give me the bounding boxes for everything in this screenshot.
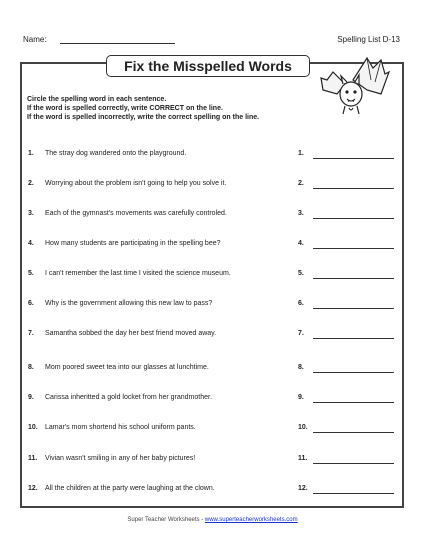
answer-line[interactable] <box>313 463 394 464</box>
sentence-text: How many students are participating in the spelling bee? <box>45 240 221 247</box>
sentence-number: 3. <box>28 210 34 217</box>
footer-link[interactable]: www.superteacherworksheets.com <box>204 517 298 523</box>
sentence-row <box>0 210 425 224</box>
bat-illustration-icon <box>315 50 391 126</box>
answer-number: 4. <box>298 240 304 247</box>
answer-line[interactable] <box>313 158 394 159</box>
answer-line[interactable] <box>313 402 394 403</box>
answer-number: 12. <box>298 485 308 492</box>
sentence-number: 8. <box>28 364 34 371</box>
answer-number: 8. <box>298 364 304 371</box>
answer-line[interactable] <box>313 308 394 309</box>
worksheet-title-text: Fix the Misspelled Words <box>124 58 292 74</box>
sentence-number: 11. <box>28 455 38 462</box>
sentence-number: 6. <box>28 300 34 307</box>
sentence-number: 1. <box>28 150 34 157</box>
sentence-number: 5. <box>28 270 34 277</box>
sentence-text: Each of the gymnast's movements was carefully controled. <box>45 210 227 217</box>
worksheet-title <box>106 55 310 77</box>
instruction-line: If the word is spelled incorrectly, write the correct spelling on the line. <box>27 114 260 121</box>
name-line <box>60 43 175 44</box>
sentence-text: Carissa inheritted a gold locket from her grandmother. <box>45 394 212 401</box>
sentence-number: 10. <box>28 424 38 431</box>
footer <box>0 517 425 523</box>
sentence-text: All the children at the party were laughing at the clown. <box>45 485 215 492</box>
sentence-row <box>0 364 425 378</box>
answer-number: 2. <box>298 180 304 187</box>
sentence-number: 9. <box>28 394 34 401</box>
sentence-text: Why is the government allowing this new law to pass? <box>45 300 213 307</box>
sentence-row <box>0 300 425 314</box>
sentence-text: Samantha sobbed the day her best friend moved away. <box>45 330 217 337</box>
name-label: Name: <box>23 35 47 44</box>
worksheet-header <box>0 0 425 50</box>
answer-line[interactable] <box>313 278 394 279</box>
answer-number: 7. <box>298 330 304 337</box>
sentence-number: 7. <box>28 330 34 337</box>
answer-number: 6. <box>298 300 304 307</box>
sentence-number: 2. <box>28 180 34 187</box>
sentence-text: Worrying about the problem isn't going to help you solve it. <box>45 180 227 187</box>
sentence-row <box>0 240 425 254</box>
sentence-text: Vivian wasn't smiling in any of her baby pictures! <box>45 455 196 462</box>
sentence-row <box>0 150 425 164</box>
answer-line[interactable] <box>313 218 394 219</box>
sentence-row <box>0 394 425 408</box>
sentence-row <box>0 424 425 438</box>
sentence-text: I can't remember the last time I visited the science museum. <box>45 270 231 277</box>
sentence-row <box>0 485 425 499</box>
instruction-line: Circle the spelling word in each sentence. <box>27 96 167 103</box>
sentence-number: 4. <box>28 240 34 247</box>
answer-line[interactable] <box>313 432 394 433</box>
sentence-row <box>0 270 425 284</box>
sentence-text: The stray dog wandered onto the playground. <box>45 150 187 157</box>
sentence-row <box>0 180 425 194</box>
answer-line[interactable] <box>313 493 394 494</box>
answer-number: 1. <box>298 150 304 157</box>
answer-line[interactable] <box>313 248 394 249</box>
sentence-text: Lamar's mom shortend his school uniform pants. <box>45 424 196 431</box>
spelling-list-label: Spelling List D-13 <box>337 35 400 44</box>
sentence-number: 12. <box>28 485 38 492</box>
answer-number: 9. <box>298 394 304 401</box>
answer-number: 10. <box>298 424 308 431</box>
footer-separator: - <box>201 517 204 523</box>
answer-line[interactable] <box>313 188 394 189</box>
sentence-text: Mom poored sweet tea into our glasses at lunchtime. <box>45 364 209 371</box>
sentence-row <box>0 455 425 469</box>
instructions <box>27 95 259 122</box>
answer-number: 11. <box>298 455 308 462</box>
answer-number: 5. <box>298 270 304 277</box>
worksheet-frame <box>20 62 404 508</box>
footer-brand: Super Teacher Worksheets <box>127 517 200 523</box>
answer-number: 3. <box>298 210 304 217</box>
sentence-row <box>0 330 425 344</box>
answer-line[interactable] <box>313 338 394 339</box>
instruction-line: If the word is spelled correctly, write CORRECT on the line. <box>27 105 223 112</box>
answer-line[interactable] <box>313 372 394 373</box>
